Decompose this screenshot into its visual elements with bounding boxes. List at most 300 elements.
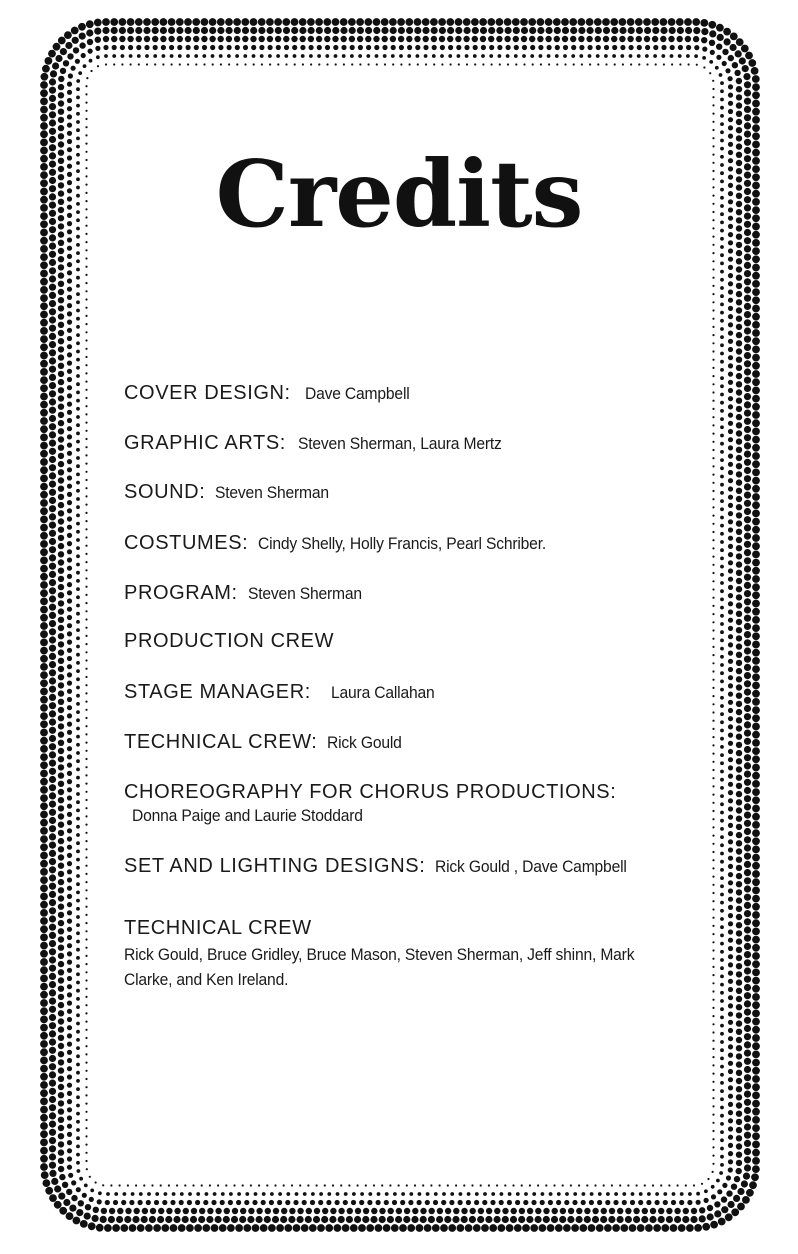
border-dot xyxy=(744,524,751,531)
border-dot xyxy=(127,36,133,42)
border-dot xyxy=(639,1192,643,1196)
border-dot xyxy=(712,1081,714,1083)
border-dot xyxy=(58,428,64,434)
border-dot xyxy=(752,460,760,468)
border-dot xyxy=(76,645,80,649)
border-dot xyxy=(85,1152,87,1154)
border-dot xyxy=(594,1184,596,1186)
border-dot xyxy=(40,1098,48,1106)
border-dot xyxy=(276,54,280,58)
border-dot xyxy=(502,1216,509,1223)
border-dot xyxy=(744,984,751,991)
border-dot xyxy=(693,27,700,34)
border-dot xyxy=(527,1208,533,1214)
border-dot xyxy=(406,27,413,34)
border-dot xyxy=(496,1184,498,1186)
border-dot xyxy=(465,1224,473,1232)
border-dot xyxy=(78,23,86,31)
border-dot xyxy=(58,1149,64,1155)
border-dot xyxy=(712,990,714,992)
border-dot xyxy=(752,706,760,714)
border-dot xyxy=(581,1200,586,1205)
border-dot xyxy=(736,725,742,731)
border-dot xyxy=(49,751,56,758)
border-dot xyxy=(728,683,733,688)
border-dot xyxy=(720,409,724,413)
border-dot xyxy=(752,1149,760,1157)
border-dot xyxy=(744,918,751,925)
border-dot xyxy=(171,63,173,65)
border-dot xyxy=(699,1215,706,1222)
border-dot xyxy=(264,1216,271,1223)
border-dot xyxy=(178,54,182,58)
border-dot xyxy=(627,1184,629,1186)
border-dot xyxy=(307,1184,309,1186)
border-dot xyxy=(49,932,56,939)
border-dot xyxy=(273,1208,279,1214)
border-dot xyxy=(64,31,72,39)
border-dot xyxy=(604,54,608,58)
border-dot xyxy=(569,18,577,26)
border-dot xyxy=(58,723,64,729)
border-dot xyxy=(720,286,724,290)
border-dot xyxy=(720,950,724,954)
border-dot xyxy=(76,1120,80,1124)
border-dot xyxy=(58,1067,64,1073)
border-dot xyxy=(85,504,87,506)
border-dot xyxy=(85,824,87,826)
border-dot xyxy=(728,1110,733,1115)
border-dot xyxy=(712,88,714,90)
border-dot xyxy=(85,947,87,949)
border-dot xyxy=(86,1168,88,1170)
border-dot xyxy=(730,33,738,41)
border-dot xyxy=(398,27,405,34)
border-dot xyxy=(744,508,751,515)
border-dot xyxy=(728,831,733,836)
border-dot xyxy=(530,54,534,58)
border-dot xyxy=(650,1208,656,1214)
border-dot xyxy=(728,1167,733,1172)
border-dot xyxy=(300,36,306,42)
border-dot xyxy=(58,1125,64,1131)
border-dot xyxy=(85,274,87,276)
border-dot xyxy=(603,27,610,34)
border-dot xyxy=(690,1216,697,1223)
border-dot xyxy=(67,746,72,751)
border-dot xyxy=(458,63,460,65)
border-dot xyxy=(736,1119,742,1125)
border-dot xyxy=(752,313,760,321)
border-dot xyxy=(418,1192,422,1196)
border-dot xyxy=(49,604,56,611)
border-dot xyxy=(752,690,760,698)
border-dot xyxy=(677,36,683,42)
border-dot xyxy=(722,49,728,55)
border-dot xyxy=(720,450,724,454)
border-dot xyxy=(712,556,714,558)
border-dot xyxy=(513,36,519,42)
border-dot xyxy=(85,413,87,415)
border-dot xyxy=(736,86,742,92)
credit-label: TECHNICAL CREW: xyxy=(124,731,318,753)
border-dot xyxy=(600,1216,607,1223)
border-dot xyxy=(728,117,733,122)
border-dot xyxy=(391,1224,399,1232)
border-dot xyxy=(67,722,72,727)
border-dot xyxy=(408,1200,413,1205)
border-dot xyxy=(579,54,583,58)
border-dot xyxy=(317,45,322,50)
border-dot xyxy=(284,1224,292,1232)
border-dot xyxy=(744,319,751,326)
border-dot xyxy=(360,1192,364,1196)
border-dot xyxy=(720,999,724,1003)
border-dot xyxy=(40,294,48,302)
border-dot xyxy=(43,1179,51,1187)
border-dot xyxy=(76,653,80,657)
border-dot xyxy=(719,73,723,77)
border-dot xyxy=(76,743,80,747)
border-dot xyxy=(211,54,215,58)
border-dot xyxy=(720,852,724,856)
border-dot xyxy=(736,1168,742,1174)
border-dot xyxy=(58,904,64,910)
border-dot xyxy=(744,1132,751,1139)
border-dot xyxy=(499,63,501,65)
border-dot xyxy=(752,321,760,329)
border-dot xyxy=(720,647,724,651)
border-dot xyxy=(368,63,370,65)
border-dot xyxy=(720,802,724,806)
border-dot xyxy=(58,740,64,746)
border-dot xyxy=(67,935,72,940)
border-dot xyxy=(752,985,760,993)
border-dot xyxy=(103,45,108,50)
border-dot xyxy=(736,324,742,330)
border-dot xyxy=(720,573,724,577)
border-dot xyxy=(67,886,72,891)
border-dot xyxy=(40,491,48,499)
border-dot xyxy=(728,921,733,926)
border-dot xyxy=(76,989,80,993)
border-dot xyxy=(752,682,760,690)
border-dot xyxy=(473,45,478,50)
border-dot xyxy=(49,284,56,291)
border-dot xyxy=(233,18,241,26)
border-dot xyxy=(85,471,87,473)
border-dot xyxy=(40,835,48,843)
border-dot xyxy=(736,348,742,354)
border-dot xyxy=(58,871,64,877)
border-dot xyxy=(728,642,733,647)
border-dot xyxy=(376,1200,381,1205)
border-dot xyxy=(728,355,733,360)
border-dot xyxy=(229,1192,233,1196)
border-dot xyxy=(422,18,430,26)
border-dot xyxy=(40,1147,48,1155)
border-dot xyxy=(95,46,100,51)
border-dot xyxy=(85,742,87,744)
border-dot xyxy=(76,1087,80,1091)
border-dot xyxy=(40,598,48,606)
border-dot xyxy=(746,1189,754,1197)
border-dot xyxy=(612,1224,620,1232)
border-dot xyxy=(201,1184,203,1186)
border-dot xyxy=(744,606,751,613)
border-dot xyxy=(67,984,72,989)
border-dot xyxy=(712,490,714,492)
border-dot xyxy=(543,1208,549,1214)
border-dot xyxy=(561,18,569,26)
border-dot xyxy=(97,1199,102,1204)
border-dot xyxy=(49,686,56,693)
border-dot xyxy=(720,319,724,323)
border-dot xyxy=(58,1166,64,1172)
border-dot xyxy=(248,1208,254,1214)
border-dot xyxy=(209,18,217,26)
border-dot xyxy=(302,63,304,65)
border-dot xyxy=(619,36,625,42)
border-dot xyxy=(514,45,519,50)
border-dot xyxy=(329,1216,336,1223)
border-dot xyxy=(76,423,80,427)
border-dot xyxy=(58,1117,64,1123)
border-dot xyxy=(752,378,760,386)
border-dot xyxy=(182,1216,189,1223)
border-dot xyxy=(554,27,561,34)
border-dot xyxy=(299,18,307,26)
border-dot xyxy=(85,315,87,317)
border-dot xyxy=(67,713,72,718)
border-dot xyxy=(76,259,80,263)
border-dot xyxy=(752,1034,760,1042)
border-dot xyxy=(752,329,760,337)
border-dot xyxy=(291,27,298,34)
border-dot xyxy=(67,1009,72,1014)
border-dot xyxy=(67,459,72,464)
border-dot xyxy=(104,54,108,58)
border-dot xyxy=(49,374,56,381)
border-dot xyxy=(398,1184,400,1186)
border-dot xyxy=(752,559,760,567)
border-dot xyxy=(49,464,56,471)
border-dot xyxy=(111,36,117,42)
border-dot xyxy=(153,45,158,50)
border-dot xyxy=(720,130,724,134)
border-dot xyxy=(242,1184,244,1186)
border-dot xyxy=(672,1192,676,1196)
border-dot xyxy=(190,1216,197,1223)
border-dot xyxy=(417,1200,422,1205)
border-dot xyxy=(512,1184,514,1186)
border-dot xyxy=(736,955,742,961)
border-dot xyxy=(67,1124,72,1129)
border-dot xyxy=(100,1216,107,1223)
border-dot xyxy=(76,727,80,731)
border-dot xyxy=(736,668,742,674)
border-dot xyxy=(605,63,607,65)
border-dot xyxy=(379,1208,385,1214)
border-dot xyxy=(76,563,80,567)
border-dot xyxy=(132,1216,139,1223)
border-dot xyxy=(712,761,714,763)
border-dot xyxy=(752,1092,760,1100)
border-dot xyxy=(744,689,751,696)
border-dot xyxy=(728,273,733,278)
border-dot xyxy=(736,570,742,576)
border-dot xyxy=(749,1181,757,1189)
border-dot xyxy=(76,1209,83,1216)
border-dot xyxy=(660,36,666,42)
border-dot xyxy=(407,54,411,58)
border-dot xyxy=(744,631,751,638)
border-dot xyxy=(696,1200,701,1205)
border-dot xyxy=(736,422,742,428)
border-dot xyxy=(49,776,56,783)
border-dot xyxy=(45,1187,53,1195)
border-dot xyxy=(368,1192,372,1196)
border-dot xyxy=(457,54,461,58)
border-dot xyxy=(85,331,87,333)
border-dot xyxy=(736,373,742,379)
border-dot xyxy=(205,1192,209,1196)
border-dot xyxy=(661,1224,669,1232)
border-dot xyxy=(76,505,80,509)
border-dot xyxy=(674,1216,681,1223)
border-dot xyxy=(295,1192,299,1196)
border-dot xyxy=(701,28,708,35)
border-dot xyxy=(76,481,80,485)
border-dot xyxy=(76,710,80,714)
border-dot xyxy=(700,19,708,27)
border-dot xyxy=(58,527,64,533)
border-dot xyxy=(736,340,742,346)
border-dot xyxy=(84,1184,88,1188)
border-dot xyxy=(505,27,512,34)
border-dot xyxy=(720,901,724,905)
border-dot xyxy=(49,628,56,635)
border-dot xyxy=(547,1224,555,1232)
border-dot xyxy=(728,733,733,738)
border-dot xyxy=(120,1224,128,1232)
border-dot xyxy=(737,1203,745,1211)
border-dot xyxy=(85,323,87,325)
border-dot xyxy=(736,791,742,797)
border-dot xyxy=(752,551,760,559)
border-dot xyxy=(742,65,749,72)
border-dot xyxy=(268,54,272,58)
border-dot xyxy=(720,442,724,446)
border-dot xyxy=(644,27,651,34)
border-dot xyxy=(76,940,80,944)
border-dot xyxy=(720,942,724,946)
border-dot xyxy=(76,1095,80,1099)
border-dot xyxy=(340,18,348,26)
border-dot xyxy=(720,786,724,790)
border-dot xyxy=(564,1200,569,1205)
border-dot xyxy=(40,786,48,794)
border-dot xyxy=(76,1187,81,1192)
border-dot xyxy=(195,63,197,65)
border-dot xyxy=(85,701,87,703)
border-dot xyxy=(170,1224,178,1232)
border-dot xyxy=(67,779,72,784)
border-dot xyxy=(728,1159,733,1164)
border-dot xyxy=(67,516,72,521)
border-dot xyxy=(187,1200,192,1205)
border-dot xyxy=(307,18,315,26)
border-dot xyxy=(40,516,48,524)
border-dot xyxy=(58,1158,64,1164)
border-dot xyxy=(194,45,199,50)
border-dot xyxy=(728,55,734,61)
border-dot xyxy=(736,1045,742,1051)
border-dot xyxy=(712,1146,714,1148)
border-dot xyxy=(67,270,72,275)
border-dot xyxy=(76,686,80,690)
border-dot xyxy=(712,613,714,615)
border-dot xyxy=(58,37,66,45)
border-dot xyxy=(326,1200,331,1205)
border-dot xyxy=(744,500,751,507)
border-dot xyxy=(612,54,616,58)
border-dot xyxy=(677,27,684,34)
border-dot xyxy=(128,45,133,50)
border-dot xyxy=(736,258,742,264)
border-dot xyxy=(552,1208,558,1214)
border-dot xyxy=(409,63,411,65)
border-dot xyxy=(310,1200,315,1205)
border-dot xyxy=(76,923,80,927)
border-dot xyxy=(685,1184,687,1186)
border-dot xyxy=(595,27,602,34)
border-dot xyxy=(54,1185,61,1192)
border-dot xyxy=(76,702,80,706)
border-dot xyxy=(712,391,714,393)
border-dot xyxy=(40,450,48,458)
border-dot xyxy=(487,18,495,26)
border-dot xyxy=(85,1144,87,1146)
border-dot xyxy=(381,1184,383,1186)
border-dot xyxy=(668,1184,670,1186)
border-dot xyxy=(728,478,733,483)
border-dot xyxy=(414,27,421,34)
border-dot xyxy=(262,1192,266,1196)
border-dot xyxy=(717,1189,722,1194)
border-dot xyxy=(384,63,386,65)
border-dot xyxy=(236,1200,241,1205)
border-dot xyxy=(752,124,760,132)
border-dot xyxy=(752,657,760,665)
border-dot xyxy=(154,63,156,65)
border-dot xyxy=(752,100,760,108)
credit-cover-design xyxy=(124,382,418,405)
border-dot xyxy=(752,428,760,436)
border-dot xyxy=(498,54,502,58)
border-dot xyxy=(739,57,746,64)
credit-label: SET AND LIGHTING DESIGNS: xyxy=(124,855,426,877)
border-dot xyxy=(67,278,72,283)
border-dot xyxy=(40,852,48,860)
border-dot xyxy=(445,1208,451,1214)
border-dot xyxy=(744,344,751,351)
border-dot xyxy=(86,77,88,79)
border-dot xyxy=(694,45,699,50)
border-dot xyxy=(720,737,724,741)
border-dot xyxy=(720,1065,724,1069)
border-dot xyxy=(752,534,760,542)
